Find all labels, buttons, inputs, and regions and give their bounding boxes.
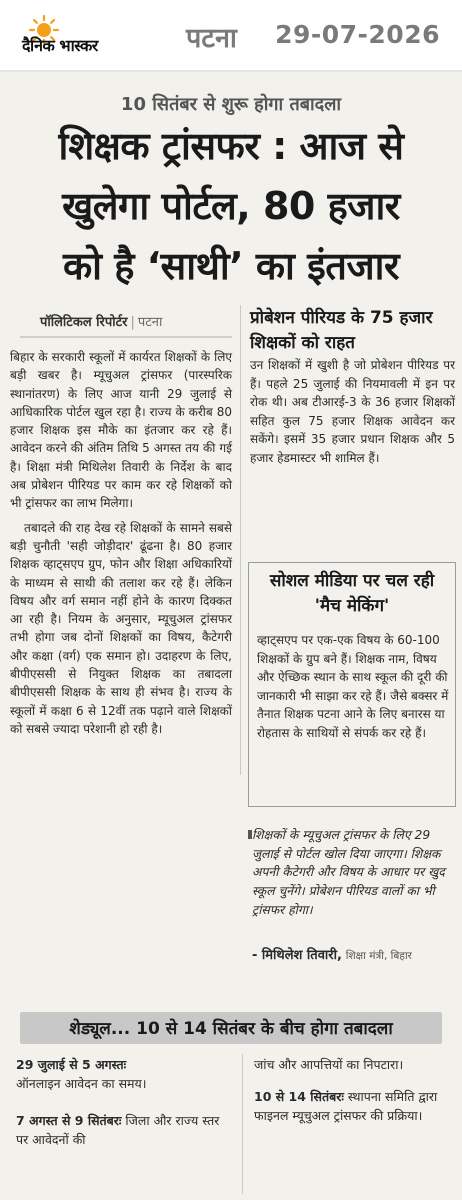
right-subheadline: प्रोबेशन पीरियड के 75 हजार शिक्षकों को राहत <box>250 308 433 353</box>
schedule-item <box>16 1112 231 1149</box>
schedule-date: 10 से 14 सितंबरः <box>254 1089 344 1104</box>
masthead <box>0 0 462 72</box>
edition-date: 29-07-2026 <box>275 20 440 49</box>
byline-divider <box>20 336 232 338</box>
schedule-item <box>16 1056 231 1093</box>
schedule-item <box>254 1088 454 1125</box>
quote-attribution <box>252 946 454 965</box>
logo-text: दैनिक भास्कर <box>22 36 98 55</box>
minister-quote: शिक्षकों के म्यूचुअल ट्रांसफर के लिए 29 जुलाई से पोर्टल खोल दिया जाएगा। शिक्षक अपनी कैटेगरी और विषय के आधार पर खुद स्कूल चुनेंगे। प्रोबेशन पीरियड वालों का भी ट्रांसफर होगा। <box>252 828 445 917</box>
byline-reporter: पॉलिटिकल रिपोर्टर <box>40 315 128 330</box>
headline <box>10 116 452 296</box>
edition-city: पटना <box>186 23 237 54</box>
headline-line: शिक्षक ट्रांसफर : आज से <box>58 124 404 168</box>
schedule-desc: स्थापना समिति द्वारा फाइनल म्यूचुअल ट्रांसफर की प्रक्रिया। <box>254 1089 438 1123</box>
dainik-bhaskar-logo <box>22 14 152 56</box>
schedule-desc: ऑनलाइन आवेदन का समय। <box>16 1075 147 1091</box>
kicker: 10 सितंबर से शुरू होगा तबादला <box>120 94 342 115</box>
byline-place: पटना <box>137 315 163 330</box>
schedule-column-divider <box>242 1054 243 1194</box>
body-paragraph: तबादले की राह देख रहे शिक्षकों के सामने सबसे बड़ी चुनौती 'सही जोड़ीदार' ढूंढना है। 80 हजार शिक्षक व्हाट्सएप ग्रुप, फोन और शिक्षा अधिकारियों के माध्यम से साथी की तलाश कर रहे हैं। लेकिन विषय और वर्ग समान नहीं होने के कारण दिक्कत आ रही है। नियम के अनुसार, म्यूचुअल ट्रांसफर तभी होगा जब दोनों शिक्षकों का विषय, कैटेगरी और कक्षा (वर्ग) एक समान हो। उदाहरण के लिए, बीपीएससी से नियुक्त शिक्षक का तबादला बीपीएससी शिक्षक के साथ ही संभव है। राज्य के स्कूलों में कक्षा 6 से 12वीं तक पढ़ाने वाले शिक्षकों को सबसे ज्यादा परेशानी हो रही है। <box>10 520 232 736</box>
byline <box>40 312 162 330</box>
schedule-item-continued <box>254 1056 454 1075</box>
social-media-box <box>248 562 456 807</box>
schedule-desc: जांच और आपत्तियों का निपटारा। <box>254 1057 404 1072</box>
left-column-body <box>10 348 232 744</box>
box-title: सोशल मीडिया पर चल रही 'मैच मेकिंग' <box>269 571 435 616</box>
headline-line: खुलेगा पोर्टल, 80 हजार <box>62 184 400 228</box>
schedule-title: शेड्यूल... 10 से 14 सितंबर के बीच होगा तबादला <box>69 1019 393 1039</box>
right-column-body: उन शिक्षकों में खुशी है जो प्रोबेशन पीरियड पर हैं। पहले 25 जुलाई की नियमावली में इन पर रोक थी। अब टीआरई-3 के 36 हजार शिक्षकों सहित कुल 75 हजार शिक्षक आवेदन कर सकेंगे। इसमें 35 हजार प्रधान शिक्षक और 5 हजार हेडमास्टर भी शामिल हैं। <box>250 358 455 465</box>
byline-separator: | <box>130 315 135 330</box>
column-divider <box>240 305 241 775</box>
schedule-banner <box>20 1012 442 1044</box>
body-paragraph: बिहार के सरकारी स्कूलों में कार्यरत शिक्षकों के लिए बड़ी खबर है। म्यूचुअल ट्रांसफर (पारस्परिक स्थानांतरण) के लिए आज यानी 29 जुलाई से आधिकारिक पोर्टल खुल रहा है। राज्य के करीब 80 हजार शिक्षक इस मौके का इंतजार कर रहे हैं। आवेदन करने की अंतिम तिथि 5 अगस्त तय की गई है। शिक्षा मंत्री मिथिलेश तिवारी के निर्देश के बाद अब प्रोबेशन पीरियड पर काम कर रहे शिक्षकों को भी ट्रांसफर का लाभ मिलेगा। <box>10 350 232 511</box>
quote-author-role: शिक्षा मंत्री, बिहार <box>345 950 412 962</box>
schedule-date: 29 जुलाई से 5 अगस्तः <box>16 1057 127 1072</box>
quote-author: - मिथिलेश तिवारी, <box>252 948 342 963</box>
box-text: व्हाट्सएप पर एक-एक विषय के 60-100 शिक्षकों के ग्रुप बने हैं। शिक्षक नाम, विषय और ऐच्छिक स्थान के साथ स्कूल की दूरी की जानकारी भी साझा कर रहे हैं। जैसे बक्सर में तैनात शिक्षक पटना आने के लिए बनारस या रोहतास के साथियों से संपर्क कर रहे हैं। <box>257 633 449 740</box>
headline-line: को है ‘साथी’ का इंतजार <box>62 244 400 288</box>
schedule-desc: जिला और राज्य स्तर पर आवेदनों की <box>16 1113 220 1147</box>
schedule-date: 7 अगस्त से 9 सितंबरः <box>16 1113 122 1128</box>
